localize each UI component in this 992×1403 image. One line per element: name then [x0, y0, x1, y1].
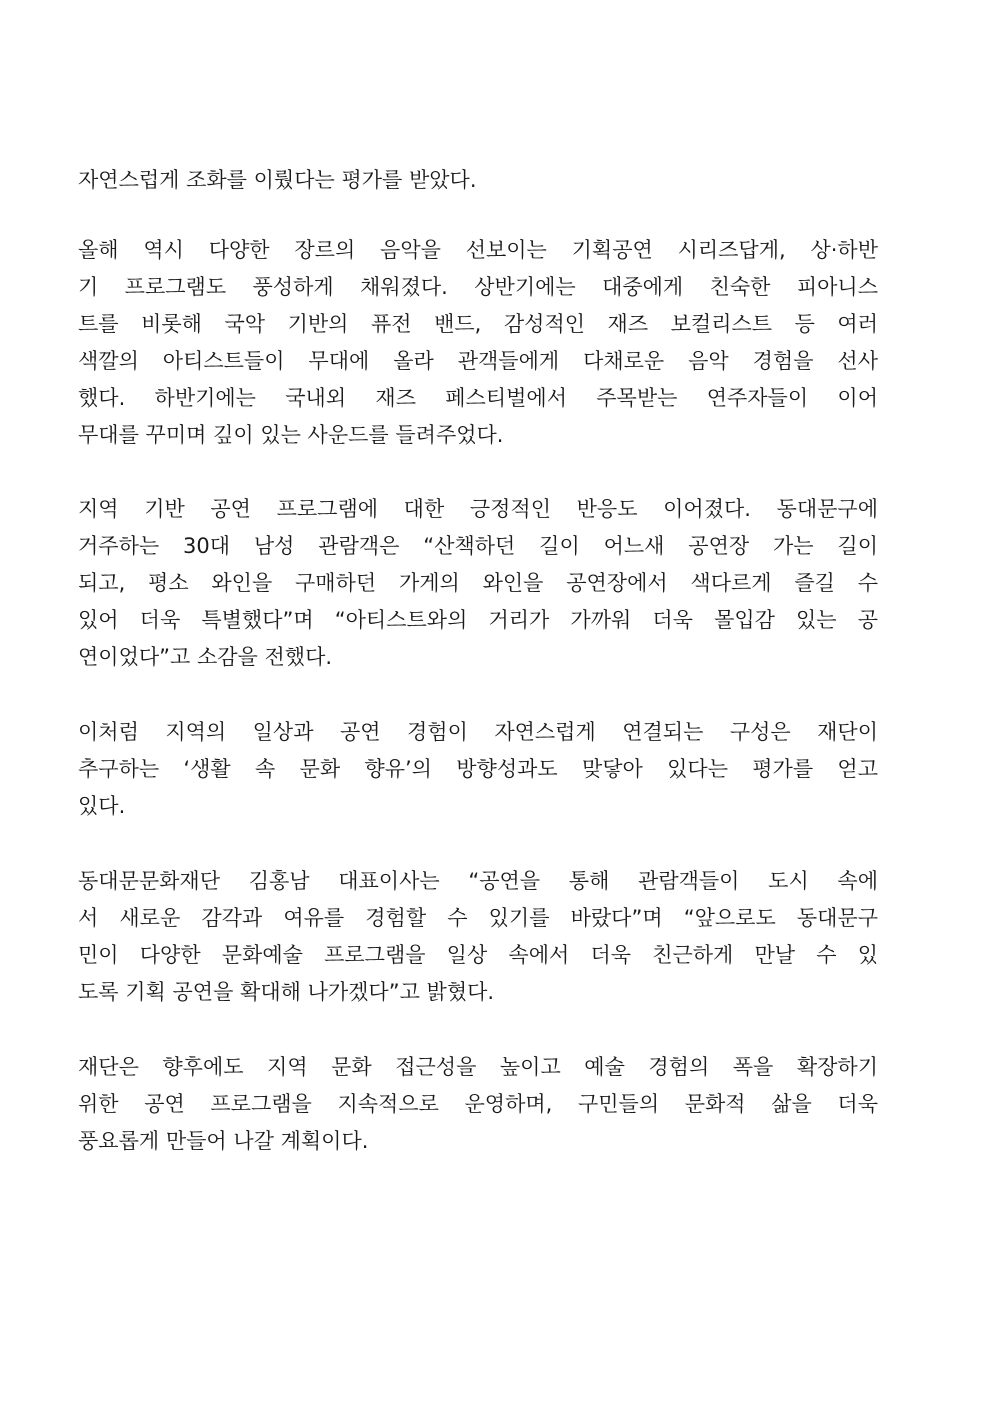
paragraph-line: 연이었다”고 소감을 전했다.: [78, 645, 333, 669]
paragraph-line: 트를 비롯해 국악 기반의 퓨전 밴드, 감성적인 재즈 보컬리스트 등 여러: [78, 312, 878, 336]
paragraph-line: 색깔의 아티스트들이 무대에 올라 관객들에게 다채로운 음악 경험을 선사: [78, 349, 878, 373]
paragraph-line: 서 새로운 감각과 여유를 경험할 수 있기를 바랐다”며 “앞으로도 동대문구: [78, 906, 878, 930]
paragraph-line: 동대문문화재단 김홍남 대표이사는 “공연을 통해 관람객들이 도시 속에: [78, 869, 878, 893]
paragraph-line: 재단은 향후에도 지역 문화 접근성을 높이고 예술 경험의 폭을 확장하기: [78, 1055, 878, 1079]
paragraph-line: 지역 기반 공연 프로그램에 대한 긍정적인 반응도 이어졌다. 동대문구에: [78, 497, 878, 521]
paragraph-line: 풍요롭게 만들어 나갈 계획이다.: [78, 1129, 369, 1153]
paragraph-line: 했다. 하반기에는 국내외 재즈 페스티벌에서 주목받는 연주자들이 이어: [78, 386, 878, 410]
paragraph-line: 있다.: [78, 794, 126, 818]
paragraph-line: 있어 더욱 특별했다”며 “아티스트와의 거리가 가까워 더욱 몰입감 있는 공: [78, 608, 878, 632]
paragraph-line: 민이 다양한 문화예술 프로그램을 일상 속에서 더욱 친근하게 만날 수 있: [78, 943, 878, 967]
paragraph-line: 추구하는 ‘생활 속 문화 향유’의 방향성과도 맞닿아 있다는 평가를 얻고: [78, 757, 878, 781]
paragraph-line: 거주하는 30대 남성 관람객은 “산책하던 길이 어느새 공연장 가는 길이: [78, 534, 878, 558]
paragraph-line: 자연스럽게 조화를 이뤘다는 평가를 받았다.: [78, 168, 477, 192]
paragraph-line: 올해 역시 다양한 장르의 음악을 선보이는 기획공연 시리즈답게, 상·하반: [78, 238, 878, 262]
paragraph-line: 되고, 평소 와인을 구매하던 가게의 와인을 공연장에서 색다르게 즐길 수: [78, 571, 878, 595]
paragraph-line: 위한 공연 프로그램을 지속적으로 운영하며, 구민들의 문화적 삶을 더욱: [78, 1092, 878, 1116]
paragraph-line: 기 프로그램도 풍성하게 채워졌다. 상반기에는 대중에게 친숙한 피아니스: [78, 275, 878, 299]
paragraph-line: 이처럼 지역의 일상과 공연 경험이 자연스럽게 연결되는 구성은 재단이: [78, 720, 878, 744]
paragraph-line: 무대를 꾸미며 깊이 있는 사운드를 들려주었다.: [78, 423, 504, 447]
paragraph-line: 도록 기획 공연을 확대해 나가겠다”고 밝혔다.: [78, 980, 495, 1004]
